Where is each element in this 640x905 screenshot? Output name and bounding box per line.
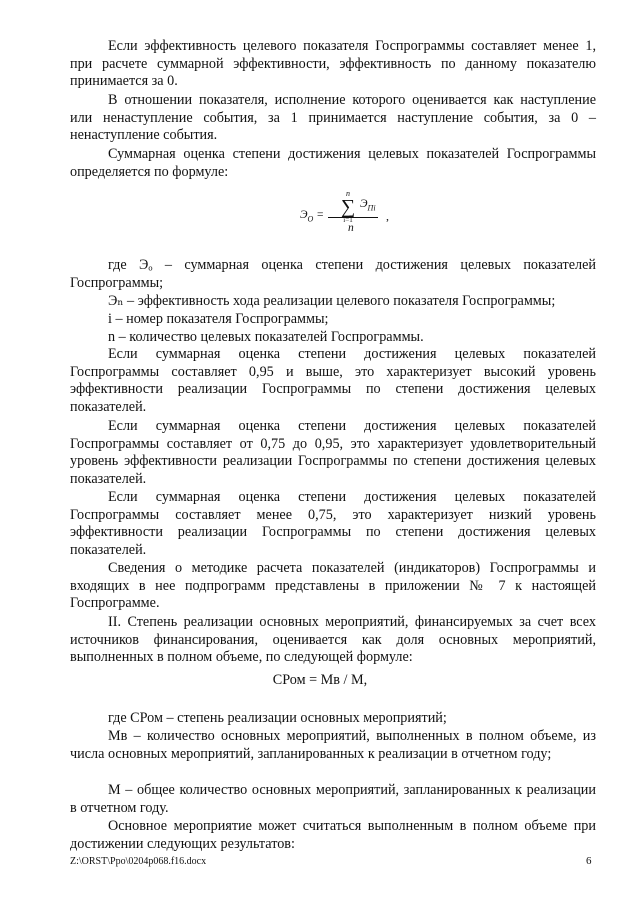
- paragraph-6: i – номер показателя Госпрограммы;: [108, 311, 329, 327]
- paragraph-8: Если суммарная оценка степени достижения целевых показателей Госпрограммы составляет 0,95 и выше, это характеризует высокий уровень эффективности реализации Госпрограммы по степени достижения целевых показателей.: [70, 346, 596, 415]
- formula-denominator: n: [348, 222, 354, 234]
- paragraph-14: Мв – количество основных мероприятий, выполненных в полном объеме, из числа основных мероприятий, запланированных к реализации в отчетном году;: [70, 728, 596, 762]
- paragraph-2: В отношении показателя, исполнение которого оценивается как наступление или ненаступление события, за 1 принимается наступление события, за 0 – ненаступление события.: [70, 92, 596, 144]
- summation-symbol: n ∑ i=1: [340, 189, 356, 224]
- paragraph-3: Суммарная оценка степени достижения целевых показателей Госпрограммы определяется по формуле:: [70, 146, 596, 180]
- paragraph-7: n – количество целевых показателей Госпрограммы.: [108, 329, 424, 345]
- paragraph-15: М – общее количество основных мероприятий, запланированных к реализации в отчетном году.: [70, 782, 596, 816]
- paragraph-1: Если эффективность целевого показателя Госпрограммы составляет менее 1, при расчете суммарной эффективности, эффективность по данному показателю принимается за 0.: [70, 38, 596, 90]
- page-number: 6: [586, 855, 592, 867]
- footer-file-path: Z:\ORST\Ppo\0204p068.f16.docx: [70, 856, 207, 867]
- paragraph-4: где Эₒ – суммарная оценка степени достижения целевых показателей Госпрограммы;: [70, 257, 596, 291]
- sum-efficiency-formula: [300, 190, 420, 240]
- activity-completion-formula: СРом = Мв / М,: [272, 672, 368, 688]
- paragraph-12: II. Степень реализации основных мероприятий, финансируемых за счет всех источников финансирования, оценивается как доля основных мероприятий, выполненных в полном объеме, по следующей формуле:: [70, 614, 596, 666]
- paragraph-11: Сведения о методике расчета показателей (индикаторов) Госпрограммы и входящих в нее подпрограмм представлены в приложении № 7 к настоящей Госпрограмме.: [70, 560, 596, 612]
- paragraph-13: где СРом – степень реализации основных мероприятий;: [108, 710, 447, 726]
- paragraph-10: Если суммарная оценка степени достижения целевых показателей Госпрограммы составляет менее 0,75, это характеризует низкий уровень эффективности реализации Госпрограммы по степени достижения целевых показателей.: [70, 489, 596, 558]
- paragraph-16: Основное мероприятие может считаться выполненным в полном объеме при достижении следующих результатов:: [70, 818, 596, 852]
- formula-lhs: $Э_О$ =: [300, 209, 324, 224]
- fraction-bar: [328, 217, 378, 218]
- paragraph-9: Если суммарная оценка степени достижения целевых показателей Госпрограммы составляет от 0,75 до 0,95, это характеризует удовлетворительный уровень эффективности реализации Госпрограммы по степени достижения целевых показателей.: [70, 418, 596, 487]
- paragraph-5: Эₙ – эффективность хода реализации целевого показателя Госпрограммы;: [108, 293, 556, 309]
- formula-comma: ,: [386, 209, 389, 223]
- formula-term: $Э_{Пi}$: [360, 198, 376, 213]
